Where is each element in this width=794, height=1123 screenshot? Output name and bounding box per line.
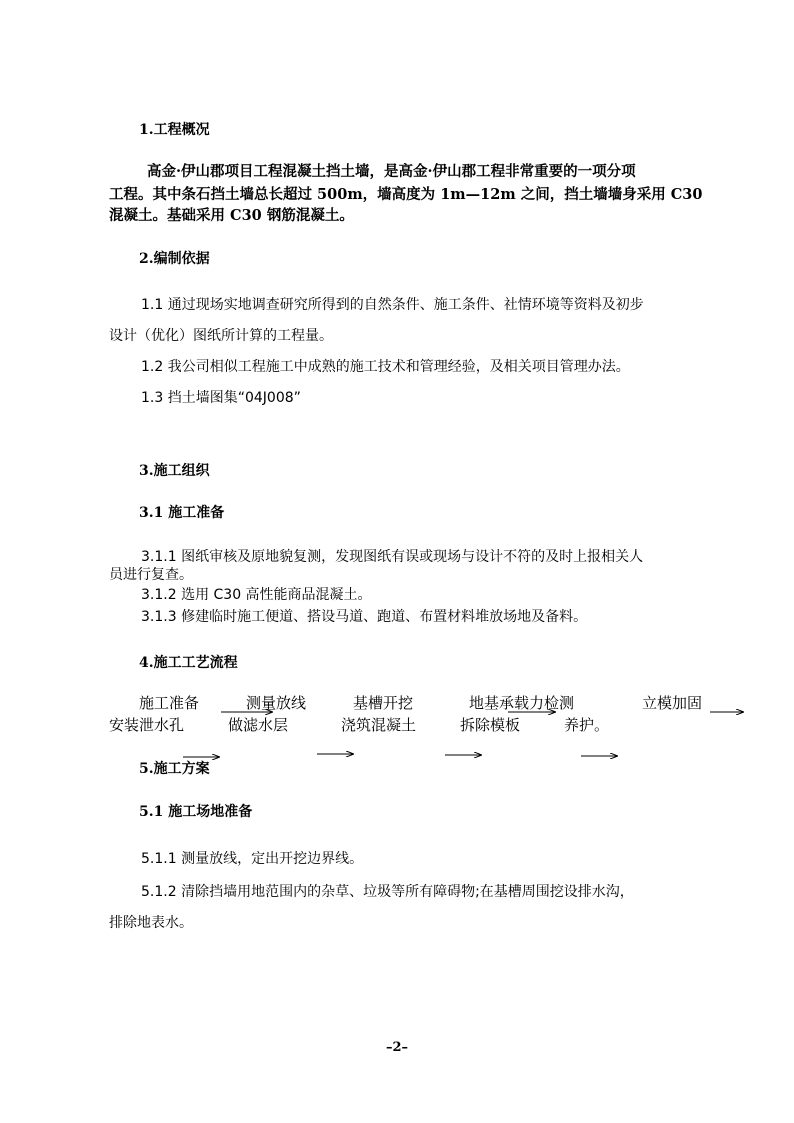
flow-step-4: 地基承载力检测 bbox=[469, 694, 575, 712]
section-3-item-2: 3.1.2 选用 C30 高性能商品混凝土。 bbox=[141, 587, 372, 603]
section-1-para-line-3: 混凝土。基础采用 C30 钢筋混凝土。 bbox=[109, 207, 354, 224]
flow-step-7: 做滤水层 bbox=[228, 716, 289, 734]
section-4-heading: 4.施工工艺流程 bbox=[139, 655, 238, 671]
section-5-1-heading: 5.1 施工场地准备 bbox=[139, 804, 253, 820]
section-5-item-2-line-2: 排除地表水。 bbox=[109, 915, 193, 931]
flow-step-5: 立模加固 bbox=[642, 694, 703, 712]
flow-step-3: 基槽开挖 bbox=[353, 694, 414, 712]
section-3-item-3: 3.1.3 修建临时施工便道、搭设马道、跑道、布置材料堆放场地及备料。 bbox=[141, 609, 588, 625]
flow-step-6: 安装泄水孔 bbox=[109, 716, 185, 734]
section-2-heading: 2.编制依据 bbox=[139, 251, 210, 267]
flow-step-1: 施工准备 bbox=[139, 694, 200, 712]
section-1-heading: 1.工程概况 bbox=[139, 122, 210, 138]
section-1-para-line-1: 高金·伊山郡项目工程混凝土挡土墙，是高金·伊山郡工程非常重要的一项分项 bbox=[147, 163, 636, 180]
section-2-item-3: 1.3 挡土墙图集“04J008” bbox=[141, 390, 301, 406]
section-5-heading: 5.施工方案 bbox=[139, 761, 210, 777]
section-3-item-1-line-1: 3.1.1 图纸审核及原地貌复测，发现图纸有误或现场与设计不符的及时上报相关人 bbox=[141, 549, 644, 565]
flow-step-10: 养护。 bbox=[564, 716, 610, 734]
flow-step-8: 浇筑混凝土 bbox=[341, 716, 417, 734]
section-5-item-1: 5.1.1 测量放线，定出开挖边界线。 bbox=[141, 851, 364, 867]
section-5-item-2-line-1: 5.1.2 清除挡墙用地范围内的杂草、垃圾等所有障碍物;在基槽周围挖设排水沟， bbox=[141, 884, 634, 900]
section-2-item-2: 1.2 我公司相似工程施工中成熟的施工技术和管理经验，及相关项目管理办法。 bbox=[141, 359, 630, 375]
section-3-item-1-line-2: 员进行复查。 bbox=[109, 567, 193, 583]
flow-step-9: 拆除模板 bbox=[460, 716, 521, 734]
section-2-item-1-line-1: 1.1 通过现场实地调查研究所得到的自然条件、施工条件、社情环境等资料及初步 bbox=[141, 297, 644, 313]
section-2-item-1-line-2: 设计（优化）图纸所计算的工程量。 bbox=[109, 328, 333, 344]
section-3-1-heading: 3.1 施工准备 bbox=[139, 505, 225, 521]
section-1-para-line-2: 工程。其中条石挡土墙总长超过 500m，墙高度为 1m—12m 之间，挡土墙墙身采用 C30 bbox=[109, 186, 703, 203]
page-number: –2– bbox=[385, 1040, 409, 1055]
section-3-heading: 3.施工组织 bbox=[139, 463, 210, 479]
flow-step-2: 测量放线 bbox=[246, 694, 307, 712]
